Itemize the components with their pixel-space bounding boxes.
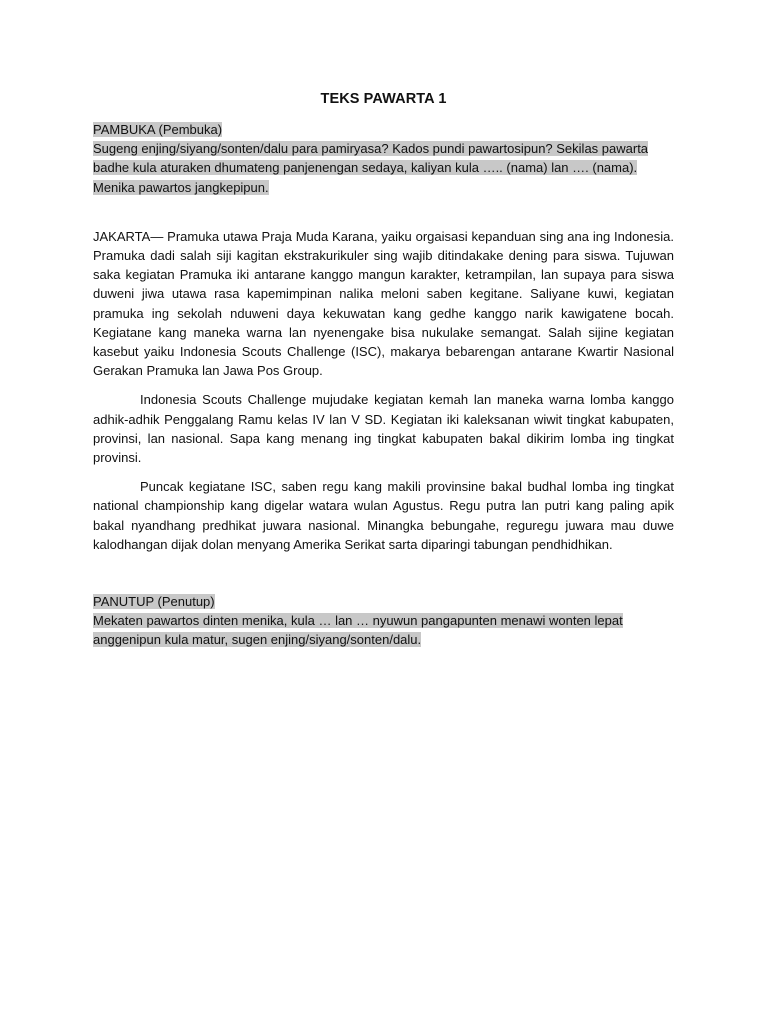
spacer <box>93 564 674 592</box>
body-paragraph-1: JAKARTA— Pramuka utawa Praja Muda Karana, yaiku orgaisasi kepanduan sing ana ing Indonesia. Pramuka dadi salah siji kagitan ekstrakurikuler sing wajib ditindakake dening para siswa. Tujuwan saka kegiatan Pramuka iki antarane kanggo mangun karakter, ketrampilan, lan supaya para siswa duweni jiwa utawa rasa kapemimpinan nalika meloni saben kegitane. Saliyane kuwi, kegiatan pramuka ing sekolah nduweni daya kekuwatan kang gedhe kanggo narik kawigatene bocah. Kegiatane kang maneka warna lan nyenengake bisa nukulake semangat. Salah sijine kegiatan kasebut yaiku Indonesia Scouts Challenge (ISC), makarya bebarengan antarane Kwartir Nasional Gerakan Pramuka lan Jawa Pos Group. <box>93 228 674 379</box>
closing-heading: PANUTUP (Penutup) <box>93 594 215 610</box>
document-content <box>93 90 674 650</box>
opening-heading: PAMBUKA (Pembuka) <box>93 122 223 137</box>
opening-text: Sugeng enjing/siyang/sonten/dalu para pamiryasa? Kados pundi pawartosipun? Sekilas pawarta badhe kula aturaken dhumateng panjenengan sedaya, kaliyan kula ….. (nama) lan …. (nama). Menika pawartos jangkepipun. <box>93 141 649 195</box>
closing-section <box>93 592 674 650</box>
opening-section <box>93 120 674 197</box>
body-paragraph-3: Puncak kegiatane ISC, saben regu kang makili provinsine bakal budhal lomba ing tingkat national championship kang digelar watara wulan Agustus. Regu putra lan putri kang paling apik bakal nyandhang predhikat juwara nasional. Minangka bebungahe, reguregu juwara mau duwe kalodhangan dijak dolan menyang Amerika Serikat sarta diparingi tabungan pendhidhikan. <box>93 479 674 552</box>
spacer <box>93 197 674 227</box>
document-title: TEKS PAWARTA 1 <box>320 91 447 107</box>
body-paragraph-2: Indonesia Scouts Challenge mujudake kegiatan kemah lan maneka warna lomba kanggo adhik-adhik Penggalang Ramu kelas IV lan V SD. Kegiatan iki kaleksanan wiwit tingkat kabupaten, provinsi, lan nasional. Sapa kang menang ing tingkat kabupaten bakal dikirim lomba ing tingkat provinsi. <box>93 392 674 466</box>
closing-text: Mekaten pawartos dinten menika, kula … lan … nyuwun pangapunten menawi wonten lepat anggenipun kula matur, sugen enjing/siyang/sonten/dalu. <box>93 613 623 648</box>
